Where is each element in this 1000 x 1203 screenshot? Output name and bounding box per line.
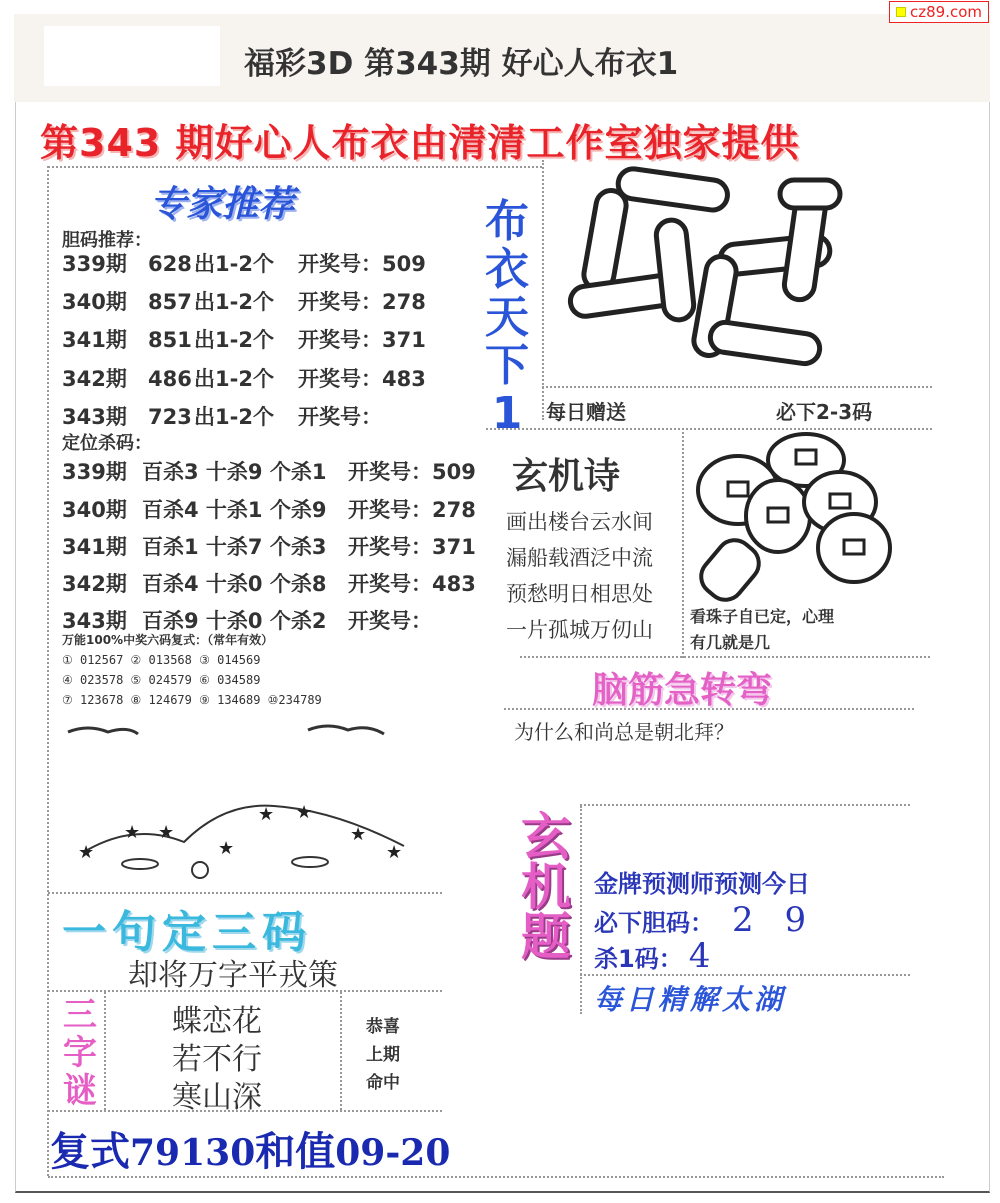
site-badge-label: cz89.com [910,3,983,21]
riddle-line: 寒山深 [172,1080,262,1115]
svg-text:★: ★ [350,824,367,845]
divider [340,992,342,1110]
svg-text:★: ★ [124,822,141,843]
divider [580,806,582,1014]
kill-row: 339期 百杀3 十杀9 个杀1 开奖号：509 [62,460,476,484]
riddle-hint: 却将万字平戎策 [128,958,338,993]
dan-label: 胆码推荐： [62,230,152,251]
fushi-value: 79130 [130,1132,256,1174]
svg-text:★: ★ [78,842,95,863]
poem-line: 画出楼台云水间 [506,510,653,534]
kill-row: 343期 百杀9 十杀0 个杀2 开奖号： [62,609,432,633]
gift-right: 必下2-3码 [776,400,873,424]
page-title: 福彩3D 第343期 好心人布衣1 [244,46,679,82]
divider [48,166,542,168]
bottom-summary [50,1120,450,1177]
svg-text:★: ★ [158,822,175,843]
dan-row: 343期 723 出1-2个 开奖号： [62,405,382,429]
logo-placeholder [44,26,220,86]
mystery-vertical: 玄 机 题 [521,808,571,966]
mystery-dan: 必下胆码： 2 9 [594,900,817,940]
beads-drawing [694,432,900,602]
brain-question: 为什么和尚总是朝北拜？ [514,720,734,744]
dan-row: 339期 628 出1-2个 开奖号：509 [62,252,426,276]
poem-title: 玄机诗 [512,456,621,497]
daily-title: 每日精解太湖 [594,983,787,1016]
beads-caption: 有几就是几 [690,633,771,652]
kill-row: 342期 百杀4 十杀0 个杀8 开奖号：483 [62,572,476,596]
six-code-row: ⑦ 123678 ⑧ 124679 ⑨ 134689 ⑩234789 [62,693,322,707]
divider [486,428,932,430]
riddle-line: 若不行 [172,1042,262,1077]
banner-title: 第343 期好心人布衣由清清工作室独家提供 [40,121,800,165]
beads-caption: 看珠子自已定，心理 [690,607,835,626]
kill-row: 340期 百杀4 十杀1 个杀9 开奖号：278 [62,498,476,522]
dan-row: 340期 857 出1-2个 开奖号：278 [62,290,426,314]
six-code-row: ① 012567 ② 013568 ③ 014569 [62,653,261,667]
brain-title: 脑筋急转弯 [592,670,773,711]
divider [48,892,442,894]
gift-left: 每日赠送 [546,400,626,424]
six-code-row: ④ 023578 ⑤ 024579 ⑥ 034589 [62,673,261,687]
divider [542,386,932,388]
expert-title: 专家推荐 [150,184,295,225]
riddle-line: 蝶恋花 [172,1004,262,1039]
divider [580,804,910,806]
divider [520,656,930,658]
site-badge[interactable] [889,1,989,23]
kill-row: 341期 百杀1 十杀7 个杀3 开奖号：371 [62,535,476,559]
mystery-line1: 金牌预测师预测今日 [594,870,810,898]
mystery-kill: 杀1码： 4 [594,936,711,976]
dan-row: 342期 486 出1-2个 开奖号：483 [62,367,426,391]
poem-line: 漏船载酒泛中流 [506,546,653,570]
six-code-label: 万能100%中奖六码复式：（常年有效） [62,633,274,647]
riddle-heading: 一句定三码 [62,907,312,958]
svg-text:★: ★ [218,838,235,859]
badge-square-icon [896,7,906,17]
cylinder-drawing [560,160,850,382]
congrats-line: 命中 [366,1073,400,1093]
sum-value: 09-20 [335,1132,451,1174]
face-doodle [60,716,420,886]
divider [542,160,544,420]
svg-text:★: ★ [386,842,403,863]
divider [47,166,49,1176]
divider [682,428,684,658]
poem-line: 一片孤城万仞山 [506,618,653,642]
poem-line: 预愁明日相思处 [506,582,653,606]
svg-text:★: ★ [258,804,275,825]
sum-label: 和值 [255,1129,336,1175]
vertical-title: 布 衣 天 下 1 [485,196,529,439]
riddle-vertical: 三 字 谜 [63,995,97,1111]
kill-label: 定位杀码： [62,433,152,454]
congrats-line: 上期 [366,1045,400,1065]
dan-row: 341期 851 出1-2个 开奖号：371 [62,328,426,352]
fushi-label: 复式 [50,1129,130,1175]
congrats-line: 恭喜 [366,1017,400,1037]
svg-text:★: ★ [296,802,313,823]
